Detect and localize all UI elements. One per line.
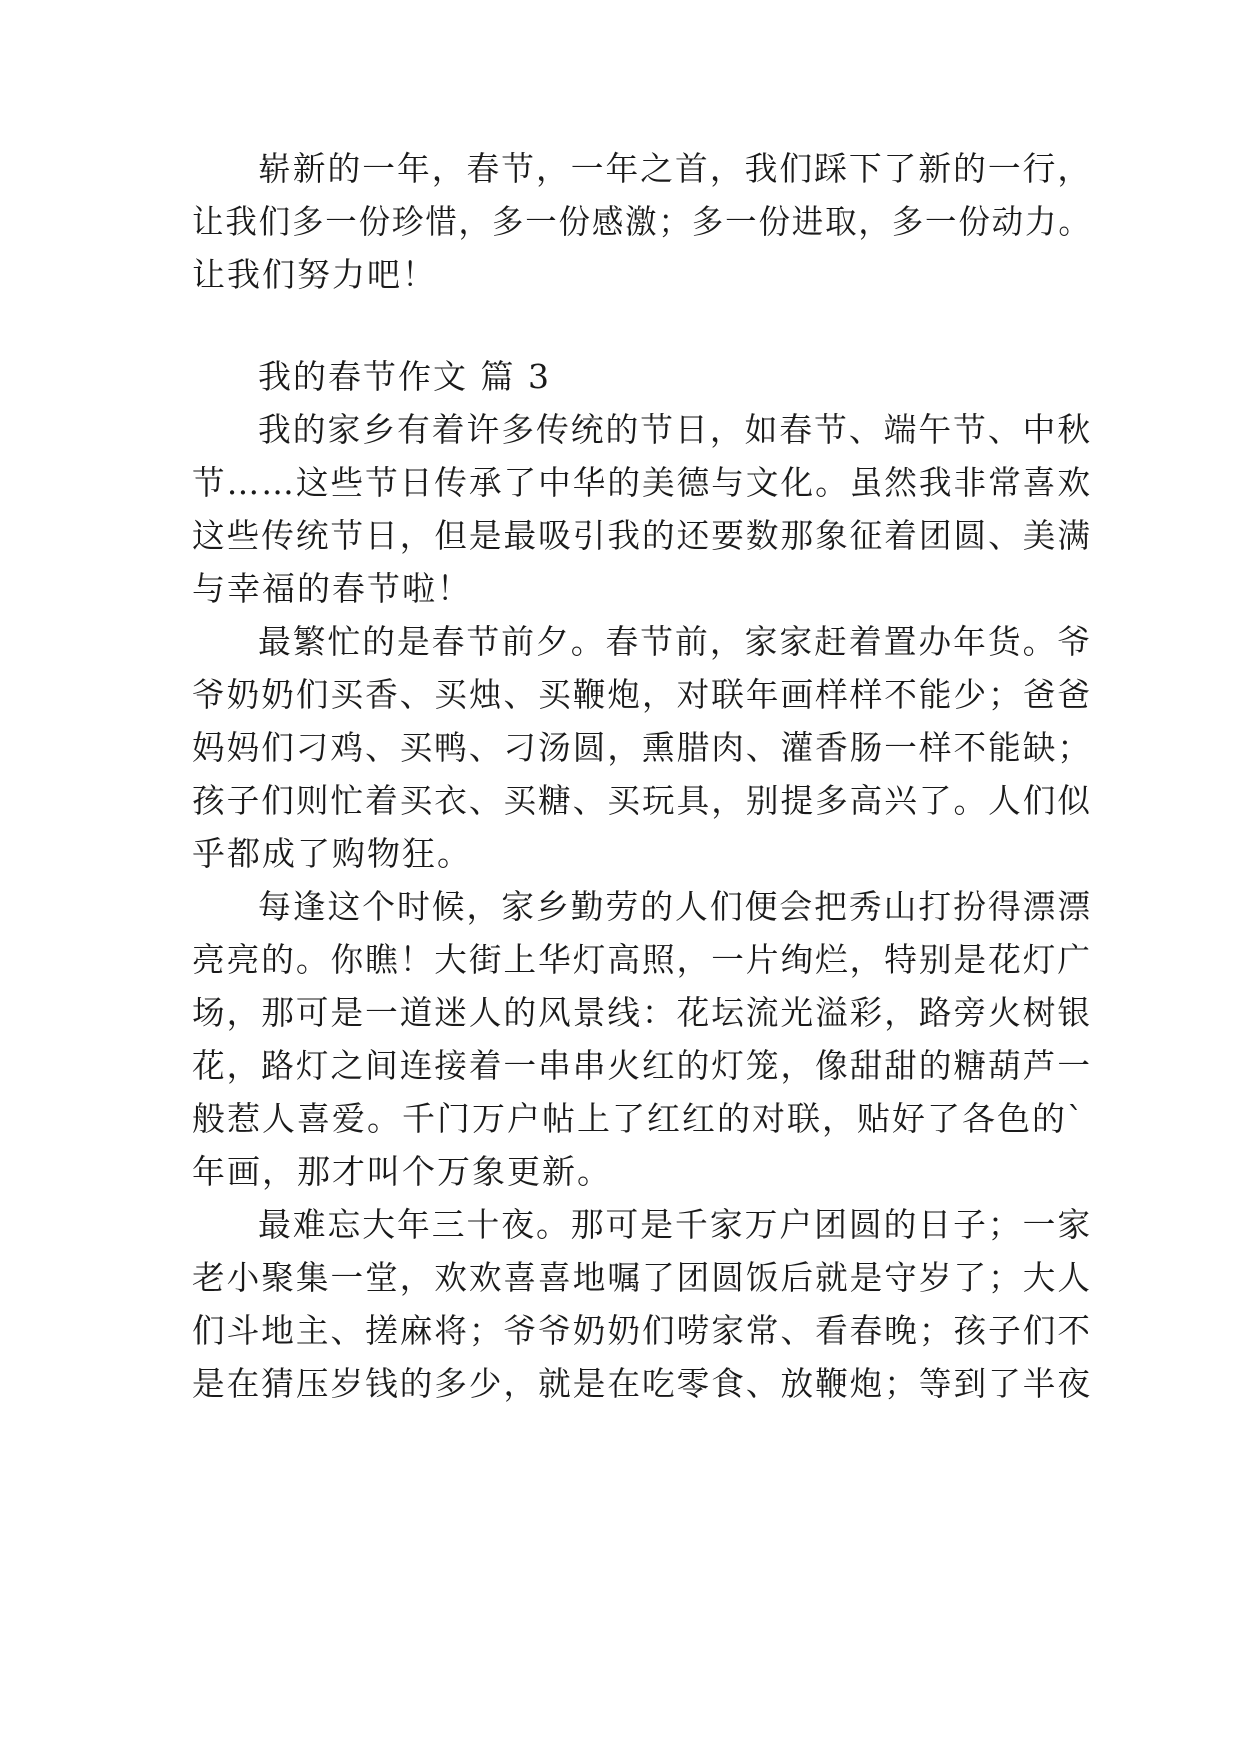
text-line: 每逢这个时候，家乡勤劳的人们便会把秀山打扮得漂漂 bbox=[258, 887, 1093, 926]
text-line: 这些传统节日，但是最吸引我的还要数那象征着团圆、美满 bbox=[192, 516, 1092, 555]
section-title: 我的春节作文 篇 3 bbox=[258, 357, 551, 396]
text-line: 老小聚集一堂，欢欢喜喜地嘱了团圆饭后就是守岁了；大人 bbox=[192, 1258, 1092, 1297]
text-line: 爷奶奶们买香、买烛、买鞭炮，对联年画样样不能少；爸爸 bbox=[192, 675, 1092, 714]
text-line: 让我们努力吧！ bbox=[192, 255, 437, 294]
text-line: 节……这些节日传承了中华的美德与文化。虽然我非常喜欢 bbox=[192, 463, 1092, 502]
text-line: 是在猜压岁钱的多少，就是在吃零食、放鞭炮；等到了半夜 bbox=[192, 1364, 1092, 1403]
text-line: 们斗地主、搓麻将；爷爷奶奶们唠家常、看春晚；孩子们不 bbox=[192, 1311, 1092, 1350]
text-line: 我的家乡有着许多传统的节日，如春节、端午节、中秋 bbox=[258, 410, 1093, 449]
text-line: 般惹人喜爱。千门万户帖上了红红的对联，贴好了各色的` bbox=[192, 1099, 1086, 1138]
text-line: 崭新的一年，春节，一年之首，我们踩下了新的一行， bbox=[258, 149, 1093, 188]
text-line: 让我们多一份珍惜，多一份感激；多一份进取，多一份动力。 bbox=[192, 202, 1092, 241]
text-line: 乎都成了购物狂。 bbox=[192, 834, 472, 873]
text-line: 年画，那才叫个万象更新。 bbox=[192, 1152, 612, 1191]
text-line: 孩子们则忙着买衣、买糖、买玩具，别提多高兴了。人们似 bbox=[192, 781, 1092, 820]
text-line: 与幸福的春节啦！ bbox=[192, 569, 472, 608]
text-line: 花，路灯之间连接着一串串火红的灯笼，像甜甜的糖葫芦一 bbox=[192, 1046, 1092, 1085]
text-line: 最繁忙的是春节前夕。春节前，家家赶着置办年货。爷 bbox=[258, 622, 1093, 661]
text-line: 妈妈们刁鸡、买鸭、刁汤圆，熏腊肉、灌香肠一样不能缺； bbox=[192, 728, 1092, 767]
text-line: 亮亮的。你瞧！大街上华灯高照，一片绚烂，特别是花灯广 bbox=[192, 940, 1092, 979]
text-line: 场，那可是一道迷人的风景线：花坛流光溢彩，路旁火树银 bbox=[192, 993, 1092, 1032]
text-line: 最难忘大年三十夜。那可是千家万户团圆的日子；一家 bbox=[258, 1205, 1093, 1244]
